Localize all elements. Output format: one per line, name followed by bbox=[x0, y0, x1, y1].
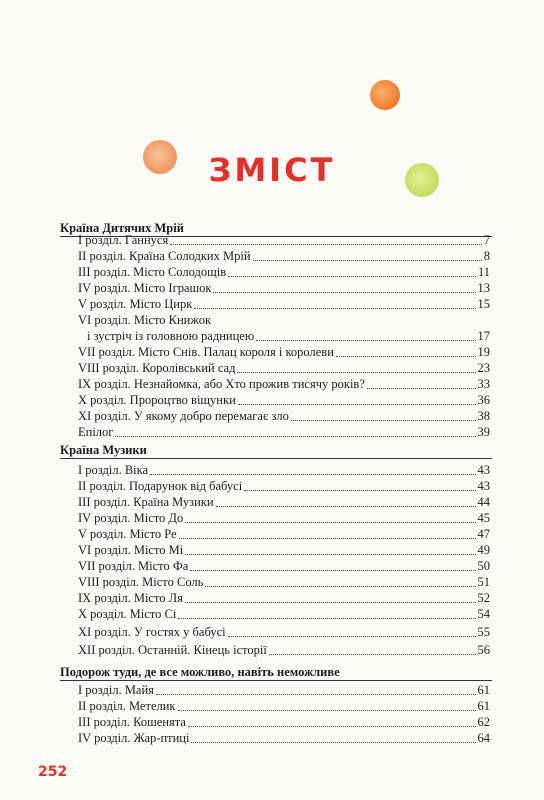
toc-entry: IV розділ. Місто Іграшок 13 bbox=[78, 281, 490, 295]
page-number: 252 bbox=[38, 764, 68, 780]
toc-entry: XII розділ. Останній. Кінець історії 56 bbox=[78, 643, 490, 657]
toc-entry: Епілог 39 bbox=[78, 425, 490, 439]
page-title: ЗМІСТ bbox=[208, 151, 336, 189]
section-divider bbox=[60, 458, 492, 459]
toc-entry: VIII розділ. Королівський сад 23 bbox=[78, 361, 490, 375]
section-title: Країна Дитячих Мрій bbox=[60, 221, 184, 235]
toc-entry: II розділ. Країна Солодких Мрій 8 bbox=[78, 249, 490, 263]
toc-entry: II розділ. Метелик 61 bbox=[78, 699, 490, 713]
toc-entry: III розділ. Кошенята 62 bbox=[78, 715, 490, 729]
toc-entry: VIII розділ. Місто Соль 51 bbox=[78, 575, 490, 589]
section-title: Країна Музики bbox=[60, 443, 147, 457]
toc-entry: VII розділ. Місто Снів. Палац короля і королеви 19 bbox=[78, 345, 490, 359]
toc-entry: IX розділ. Місто Ля 52 bbox=[78, 591, 490, 605]
toc-entry: IV розділ. Місто До 45 bbox=[78, 511, 490, 525]
toc-entry: XI розділ. У гостях у бабусі 55 bbox=[78, 625, 490, 639]
toc-entry: V розділ. Місто Ре 47 bbox=[78, 527, 490, 541]
toc-entry: I розділ. Майя 61 bbox=[78, 683, 490, 697]
toc-entry: VII розділ. Місто Фа 50 bbox=[78, 559, 490, 573]
section-divider bbox=[60, 680, 492, 681]
toc-entry: XI розділ. У якому добро перемагає зло 38 bbox=[78, 409, 490, 423]
section-title: Подорож туди, де все можливо, навіть неможливе bbox=[60, 665, 340, 679]
toc-entry: I розділ. Ганнуся 7 bbox=[78, 233, 490, 247]
toc-entry: IX розділ. Незнайомка, або Хто прожив тисячу років? 33 bbox=[78, 377, 490, 391]
toc-entry: VI розділ. Місто Мі 49 bbox=[78, 543, 490, 557]
toc-entry: III розділ. Місто Солодощів 11 bbox=[78, 265, 490, 279]
toc-entry: I розділ. Віка 43 bbox=[78, 463, 490, 477]
toc-entry: і зустріч із головною радницею 17 bbox=[87, 329, 490, 343]
decorative-orange-dot bbox=[370, 80, 400, 110]
toc-entry: X розділ. Місто Сі 54 bbox=[78, 607, 490, 621]
toc-entry-label: VI розділ. Місто Книжок bbox=[78, 313, 212, 327]
toc-entry: II розділ. Подарунок від бабусі 43 bbox=[78, 479, 490, 493]
toc-entry: III розділ. Країна Музики 44 bbox=[78, 495, 490, 509]
toc-entry: IV розділ. Жар-птиці 64 bbox=[78, 731, 490, 745]
toc-entry: V розділ. Місто Цирк 15 bbox=[78, 297, 490, 311]
toc-entry: X розділ. Пророцтво віщунки 36 bbox=[78, 393, 490, 407]
